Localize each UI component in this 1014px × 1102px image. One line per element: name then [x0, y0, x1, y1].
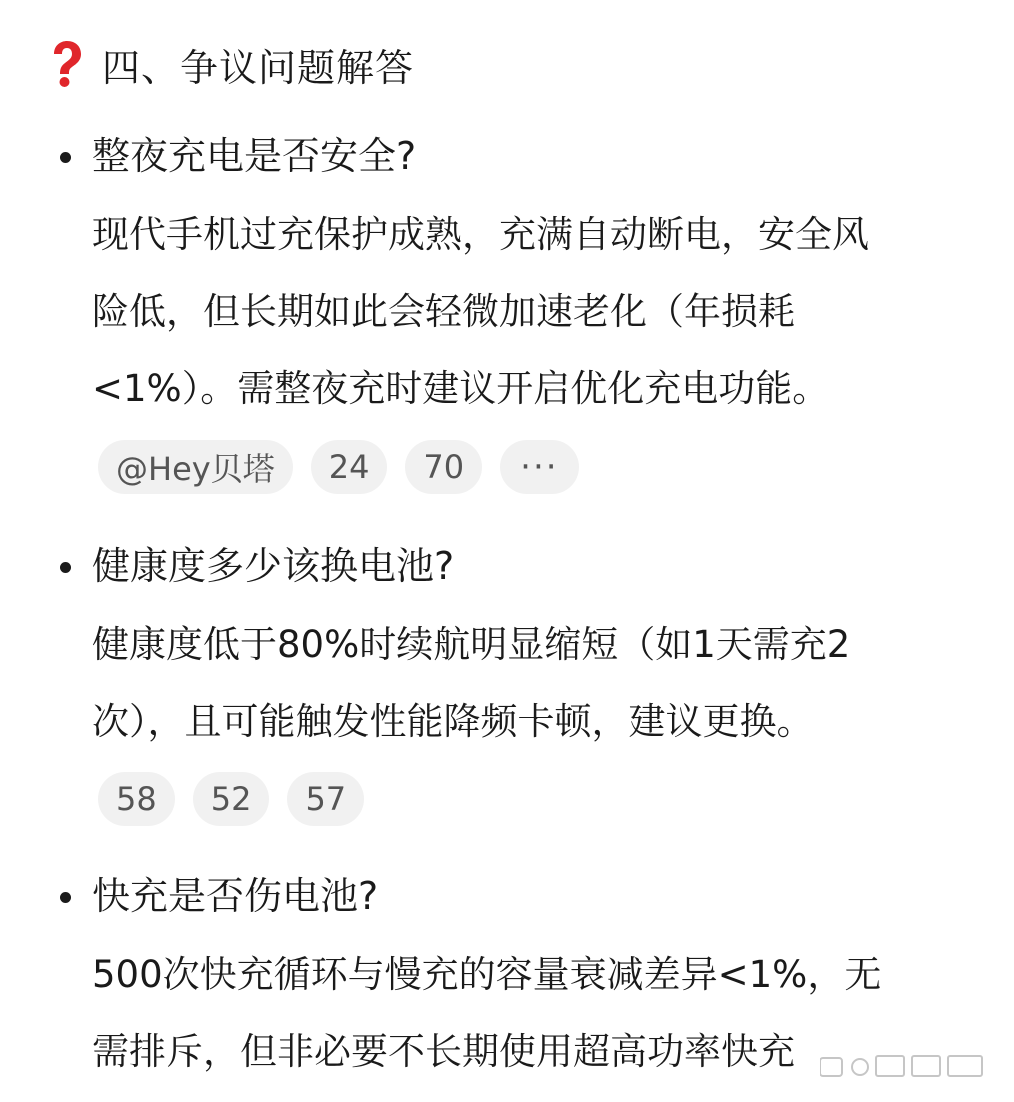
- bullet-dot: [60, 892, 71, 903]
- answer-line: 需排斥，但非必要不长期使用超高功率快充: [92, 1030, 795, 1073]
- mention-chip[interactable]: @Hey贝塔: [98, 440, 293, 494]
- answer-line: 现代手机过充保护成熟，充满自动断电，安全风: [92, 213, 869, 256]
- reaction-chips: [98, 772, 364, 826]
- bullet-dot: [60, 152, 71, 163]
- red-question-mark-icon: [46, 40, 86, 88]
- section-heading: [46, 38, 414, 90]
- count-chip[interactable]: 24: [311, 440, 388, 494]
- answer-line: 500次快充循环与慢充的容量衰减差异<1%，无: [92, 953, 882, 996]
- count-chip[interactable]: 57: [287, 772, 364, 826]
- reaction-chips: [98, 440, 579, 494]
- question-title: 健康度多少该换电池?: [92, 544, 455, 588]
- answer-line: <1%）。需整夜充时建议开启优化充电功能。: [92, 367, 830, 410]
- watermark-logo: [820, 1048, 990, 1082]
- answer-line: 健康度低于80%时续航明显缩短（如1天需充2: [92, 623, 851, 666]
- answer-text: [92, 196, 992, 427]
- count-chip[interactable]: 58: [98, 772, 175, 826]
- count-chip[interactable]: 70: [405, 440, 482, 494]
- bullet-dot: [60, 562, 71, 573]
- answer-text: [92, 606, 992, 760]
- answer-line: 次），且可能触发性能降频卡顿，建议更换。: [92, 700, 814, 743]
- more-options-button[interactable]: ···: [500, 440, 578, 494]
- section-title: 四、争议问题解答: [102, 45, 415, 90]
- question-title: 整夜充电是否安全?: [92, 134, 417, 178]
- count-chip[interactable]: 52: [193, 772, 270, 826]
- question-title: 快充是否伤电池?: [92, 874, 379, 918]
- answer-line: 险低，但长期如此会轻微加速老化（年损耗: [92, 290, 795, 333]
